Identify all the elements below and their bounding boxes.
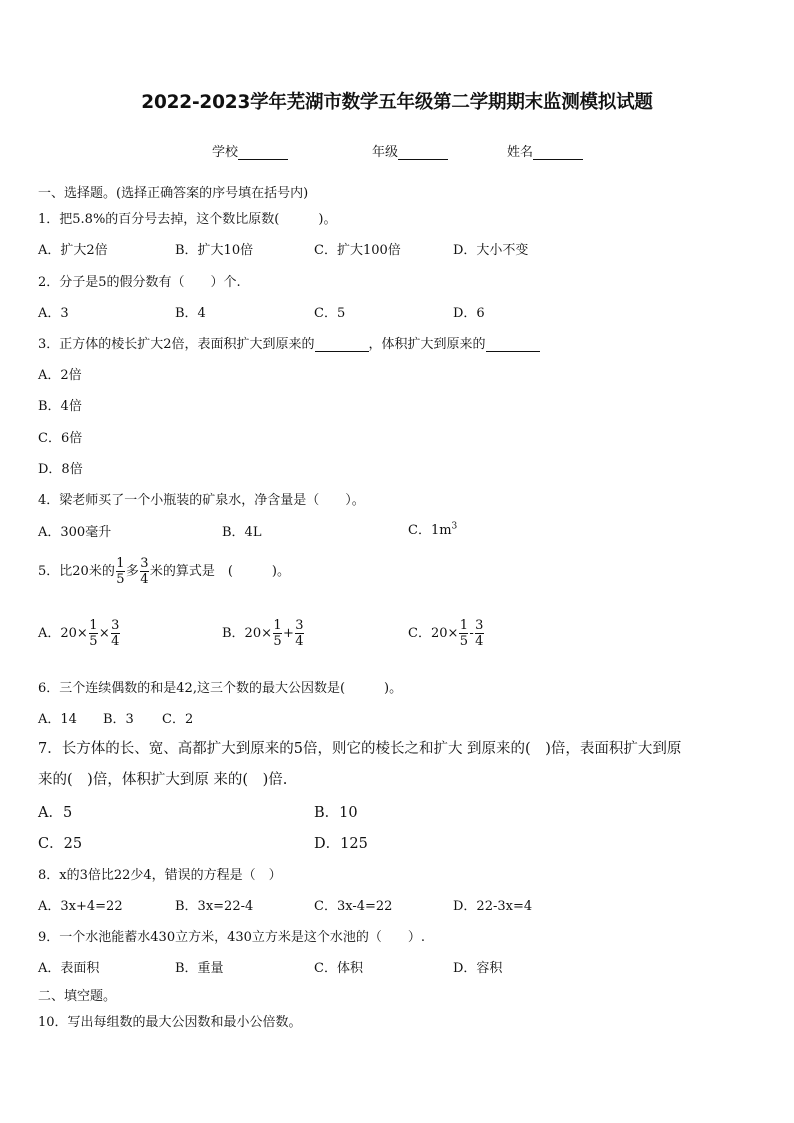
q1-stem: 1．把5.8%的百分号去掉，这个数比原数( )。 (38, 212, 337, 227)
q9-stem: 9．一个水池能蓄水430立方米，430立方米是这个水池的（ ）. (38, 930, 426, 945)
q5-option-b-prefix: B．20× (222, 626, 272, 641)
name-blank[interactable] (533, 145, 583, 160)
q5-a-fraction-1-5 (89, 618, 98, 649)
q1-option-d[interactable]: D．大小不变 (453, 243, 529, 258)
q4-option-c-text: C．1m (408, 523, 452, 538)
q4-cube-exponent: 3 (451, 521, 458, 532)
q2-option-d[interactable]: D．6 (453, 306, 485, 321)
q5-c-fraction-3-4 (475, 618, 484, 649)
fraction-denominator: 4 (475, 634, 484, 649)
q5-c-fraction-1-5 (459, 618, 468, 649)
q1-option-a[interactable]: A．扩大2倍 (38, 243, 108, 258)
q8-option-d[interactable]: D．22-3x=4 (453, 899, 533, 914)
q8-option-c[interactable]: C．3x-4=22 (314, 899, 393, 914)
q5-option-a[interactable] (38, 618, 121, 649)
fraction-numerator: 3 (295, 618, 304, 633)
q3-option-d[interactable]: D．8倍 (38, 462, 83, 477)
q3-stem-part1: 3．正方体的棱长扩大2倍，表面积扩大到原来的 (38, 337, 315, 352)
fraction-numerator: 3 (475, 618, 484, 633)
section-heading-fill: 二、填空题。 (38, 989, 117, 1004)
q2-option-c[interactable]: C．5 (314, 306, 346, 321)
q4-option-b[interactable]: B．4L (222, 525, 262, 540)
q5-b-fraction-1-5 (273, 618, 282, 649)
name-label: 姓名 (507, 145, 534, 160)
q6-option-c[interactable]: C．2 (162, 712, 194, 727)
q6-option-a[interactable]: A．14 (38, 712, 77, 727)
q8-option-a[interactable]: A．3x+4=22 (38, 899, 123, 914)
school-blank[interactable] (238, 145, 288, 160)
name-field[interactable] (507, 141, 583, 160)
q9-option-c[interactable]: C．体积 (314, 961, 363, 976)
q1-option-c[interactable]: C．扩大100倍 (314, 243, 401, 258)
page-title: 2022-2023学年芜湖市数学五年级第二学期期末监测模拟试题 (141, 92, 653, 113)
fraction-denominator: 4 (140, 572, 149, 587)
q5-option-a-prefix: A．20× (38, 626, 88, 641)
q4-stem: 4．梁老师买了一个小瓶装的矿泉水，净含量是（ ）。 (38, 493, 365, 508)
fraction-numerator: 3 (140, 556, 149, 571)
fraction-numerator: 1 (459, 618, 469, 633)
fraction-denominator: 4 (111, 634, 120, 649)
fraction-numerator: 1 (273, 618, 282, 633)
q8-option-b[interactable]: B．3x=22-4 (175, 899, 254, 914)
q3-blank-1[interactable] (315, 337, 369, 352)
fraction-numerator: 1 (116, 556, 125, 571)
fraction-numerator: 3 (111, 618, 120, 633)
section-heading-choice: 一、选择题。(选择正确答案的序号填在括号内) (38, 186, 309, 201)
minus-operator: - (469, 626, 474, 641)
fraction-denominator: 5 (273, 634, 282, 649)
q5-a-fraction-3-4 (111, 618, 120, 649)
q7-option-a[interactable]: A．5 (38, 805, 73, 821)
q3-option-b[interactable]: B．4倍 (38, 399, 82, 414)
q5-fraction-3-4 (140, 556, 149, 587)
q5-stem-more: 多 (125, 564, 139, 579)
q3-option-c[interactable]: C．6倍 (38, 431, 83, 446)
fraction-denominator: 4 (295, 634, 304, 649)
plus-operator: + (283, 626, 294, 641)
grade-blank[interactable] (398, 145, 448, 160)
school-field[interactable] (212, 141, 288, 160)
q2-stem: 2．分子是5的假分数有（ ）个. (38, 275, 241, 290)
q7-stem-line2: 来的( )倍，体积扩大到原 来的( )倍. (38, 772, 288, 788)
q2-option-a[interactable]: A．3 (38, 306, 69, 321)
q7-option-b[interactable]: B．10 (314, 805, 358, 821)
q9-option-b[interactable]: B．重量 (175, 961, 224, 976)
fraction-denominator: 5 (459, 634, 469, 649)
q7-option-c[interactable]: C．25 (38, 836, 83, 852)
q8-stem: 8．x的3倍比22少4，错误的方程是（ ） (38, 868, 282, 883)
q5-option-b[interactable] (222, 618, 305, 649)
q6-option-b[interactable]: B．3 (103, 712, 134, 727)
fraction-denominator: 5 (89, 634, 98, 649)
times-operator: × (98, 626, 110, 641)
grade-field[interactable] (372, 141, 448, 160)
q5-stem-part2: 米的算式是 ( )。 (149, 564, 290, 579)
q3-stem (38, 333, 540, 352)
q4-option-a[interactable]: A．300毫升 (38, 525, 112, 540)
q5-fraction-1-5 (116, 556, 125, 587)
q9-option-d[interactable]: D．容积 (453, 961, 503, 976)
q9-option-a[interactable]: A．表面积 (38, 961, 100, 976)
school-label: 学校 (212, 145, 239, 160)
grade-label: 年级 (372, 145, 399, 160)
q10-stem: 10．写出每组数的最大公因数和最小公倍数。 (38, 1015, 302, 1030)
q5-b-fraction-3-4 (295, 618, 304, 649)
fraction-numerator: 1 (89, 618, 98, 633)
q5-option-c[interactable] (408, 618, 485, 649)
q7-option-d[interactable]: D．125 (314, 836, 368, 852)
q5-option-c-prefix: C．20× (408, 626, 459, 641)
q4-option-c[interactable] (408, 519, 457, 538)
q5-stem-part1: 5．比20米的 (38, 564, 115, 579)
fraction-denominator: 5 (116, 572, 125, 587)
q5-stem (38, 556, 290, 587)
q1-option-b[interactable]: B．扩大10倍 (175, 243, 254, 258)
q6-stem: 6．三个连续偶数的和是42,这三个数的最大公因数是( )。 (38, 681, 403, 696)
q3-stem-part2: ，体积扩大到原来的 (368, 337, 486, 352)
q3-blank-2[interactable] (486, 337, 540, 352)
q3-option-a[interactable]: A．2倍 (38, 368, 82, 383)
q7-stem-line1: 7．长方体的长、宽、高都扩大到原来的5倍，则它的棱长之和扩大 到原来的( )倍，表面积扩大到原 (38, 741, 682, 757)
q2-option-b[interactable]: B．4 (175, 306, 206, 321)
